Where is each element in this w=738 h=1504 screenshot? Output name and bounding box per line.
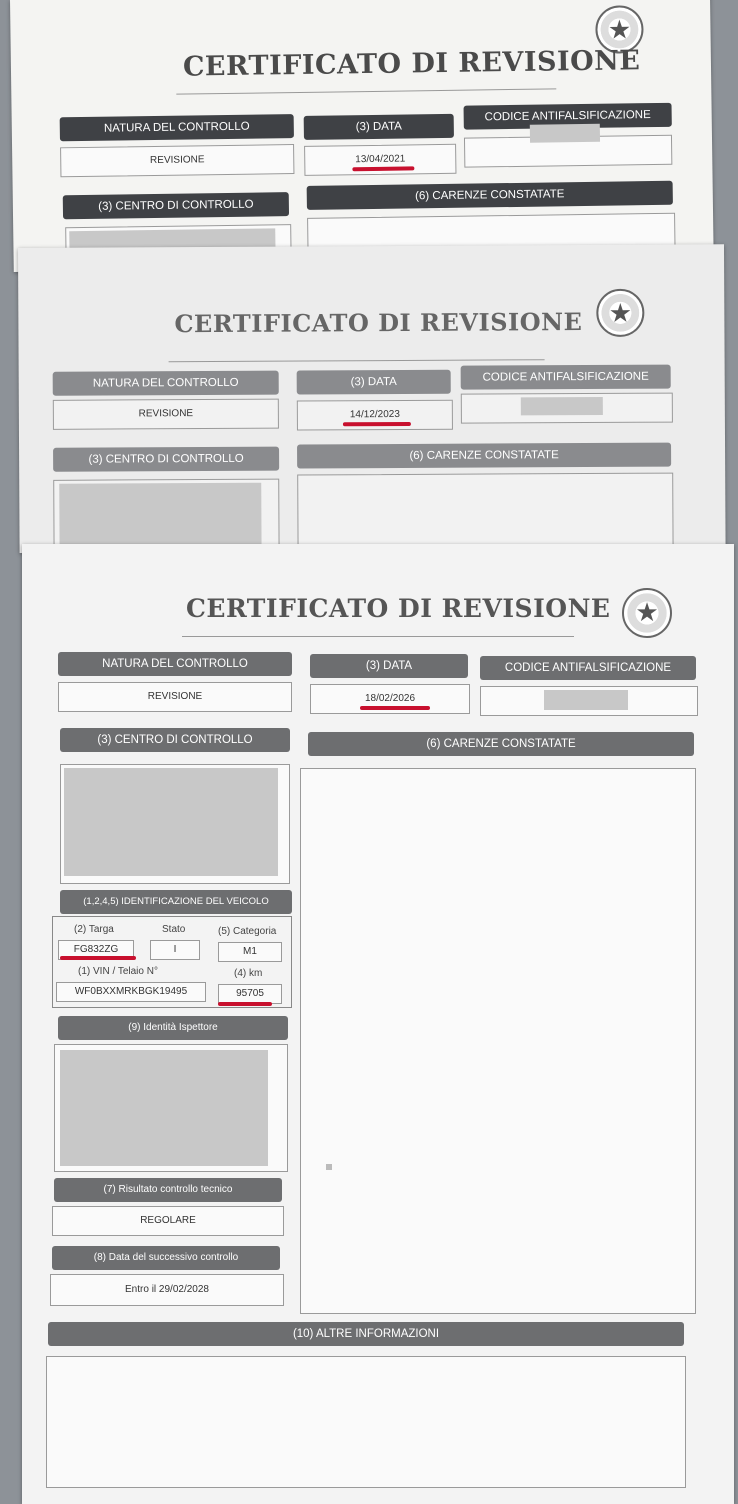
carenze-header <box>297 443 671 469</box>
centro-redaction <box>59 483 261 546</box>
data-header: (3) DATA <box>297 370 451 395</box>
risultato-value: REGOLARE <box>52 1206 284 1236</box>
centro-header <box>60 728 290 752</box>
centro-header <box>53 447 279 472</box>
data-value: 13/04/2021 <box>304 144 456 176</box>
targa-label: (2) Targa <box>74 924 114 935</box>
carenze-header <box>308 732 694 756</box>
ispettore-redaction <box>60 1050 268 1166</box>
date-underline <box>352 166 414 171</box>
page-title: CERTIFICATO DI REVISIONE <box>182 45 641 83</box>
data-value: 14/12/2023 <box>297 400 453 431</box>
page-title: CERTIFICATO DI REVISIONE <box>174 307 583 339</box>
centro-header-label: (3) CENTRO DI CONTROLLO <box>98 198 254 213</box>
natura-header: NATURA DEL CONTROLLO <box>53 371 279 396</box>
altre-box <box>46 1356 686 1488</box>
title-underline <box>169 359 545 362</box>
vin-value: WF0BXXMRKBGK19495 <box>56 982 206 1002</box>
vin-label: (1) VIN / Telaio N° <box>78 966 158 977</box>
stato-label: Stato <box>162 924 186 935</box>
data-value: 18/02/2026 <box>310 684 470 714</box>
codice-header: CODICE ANTIFALSIFICAZIONE <box>461 365 671 390</box>
carenze-header-label: (6) CARENZE CONSTATATE <box>426 738 576 750</box>
republic-emblem-icon <box>596 289 644 337</box>
data-header: (3) DATA <box>304 114 454 140</box>
centro-header <box>63 192 289 219</box>
carenze-header-label: (6) CARENZE CONSTATATE <box>415 188 565 203</box>
centro-header-label: (3) CENTRO DI CONTROLLO <box>88 452 244 466</box>
codice-redaction <box>544 690 628 710</box>
certificate-2023 <box>18 244 726 553</box>
km-underline <box>218 1002 272 1006</box>
codice-redaction <box>521 397 603 415</box>
targa-underline <box>60 956 136 960</box>
carenze-header-label: (6) CARENZE CONSTATATE <box>409 449 559 462</box>
targa-value: FG832ZG <box>58 940 134 960</box>
natura-value: REVISIONE <box>60 144 294 177</box>
successivo-header: (8) Data del successivo controllo <box>52 1246 280 1270</box>
successivo-value: Entro il 29/02/2028 <box>50 1274 284 1306</box>
certificate-2026 <box>22 544 734 1504</box>
natura-header: NATURA DEL CONTROLLO <box>60 114 294 141</box>
altre-header: (10) ALTRE INFORMAZIONI <box>48 1322 684 1346</box>
carenze-box <box>297 473 673 551</box>
risultato-header: (7) Risultato controllo tecnico <box>54 1178 282 1202</box>
codice-header: CODICE ANTIFALSIFICAZIONE <box>464 103 672 130</box>
certificate-2021 <box>10 0 714 272</box>
identificazione-header: (1,2,4,5) IDENTIFICAZIONE DEL VEICOLO <box>60 890 292 914</box>
natura-value: REVISIONE <box>58 682 292 712</box>
carenze-header <box>307 181 673 210</box>
page-title: CERTIFICATO DI REVISIONE <box>186 594 611 623</box>
codice-redaction <box>530 124 600 143</box>
ispettore-header: (9) Identità Ispettore <box>58 1016 288 1040</box>
categoria-label: (5) Categoria <box>218 926 277 937</box>
codice-header: CODICE ANTIFALSIFICAZIONE <box>480 656 696 680</box>
categoria-value: M1 <box>218 942 282 962</box>
centro-header-label: (3) CENTRO DI CONTROLLO <box>97 734 253 746</box>
natura-value: REVISIONE <box>53 399 279 430</box>
stato-value: I <box>150 940 200 960</box>
data-header: (3) DATA <box>310 654 468 678</box>
km-label: (4) km <box>234 968 263 979</box>
title-underline <box>176 88 556 94</box>
carenze-box <box>300 768 696 1314</box>
scan-speck <box>326 1164 332 1170</box>
centro-redaction <box>64 768 278 876</box>
km-value: 95705 <box>218 984 282 1004</box>
date-underline <box>343 422 411 426</box>
title-underline <box>182 636 574 637</box>
republic-emblem-icon <box>622 588 672 638</box>
natura-header: NATURA DEL CONTROLLO <box>58 652 292 676</box>
date-underline <box>360 706 430 710</box>
